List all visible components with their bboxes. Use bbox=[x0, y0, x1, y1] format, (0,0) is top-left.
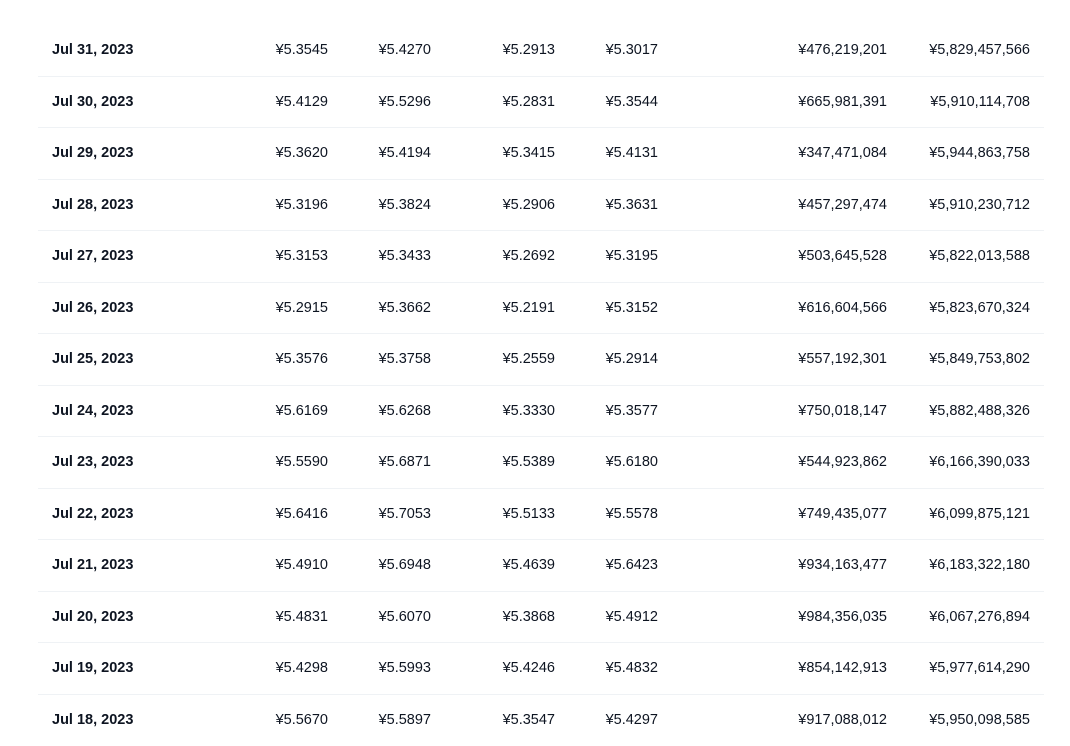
market-cap-cell: ¥5,829,457,566 bbox=[929, 25, 1030, 77]
close-cell: ¥5.6423 bbox=[606, 540, 658, 592]
table-row bbox=[38, 540, 1044, 592]
low-cell: ¥5.3868 bbox=[503, 592, 555, 644]
close-cell: ¥5.2914 bbox=[606, 334, 658, 386]
low-cell: ¥5.2831 bbox=[503, 77, 555, 129]
date-cell: Jul 29, 2023 bbox=[52, 128, 133, 180]
open-cell: ¥5.3196 bbox=[276, 180, 328, 232]
close-cell: ¥5.4832 bbox=[606, 643, 658, 695]
open-cell: ¥5.4298 bbox=[276, 643, 328, 695]
low-cell: ¥5.3547 bbox=[503, 695, 555, 746]
open-cell: ¥5.6169 bbox=[276, 386, 328, 438]
low-cell: ¥5.2692 bbox=[503, 231, 555, 283]
open-cell: ¥5.2915 bbox=[276, 283, 328, 335]
date-cell: Jul 25, 2023 bbox=[52, 334, 133, 386]
date-cell: Jul 24, 2023 bbox=[52, 386, 133, 438]
volume-cell: ¥347,471,084 bbox=[798, 128, 887, 180]
open-cell: ¥5.3576 bbox=[276, 334, 328, 386]
low-cell: ¥5.3330 bbox=[503, 386, 555, 438]
market-cap-cell: ¥5,944,863,758 bbox=[929, 128, 1030, 180]
date-cell: Jul 18, 2023 bbox=[52, 695, 133, 746]
low-cell: ¥5.2191 bbox=[503, 283, 555, 335]
open-cell: ¥5.5670 bbox=[276, 695, 328, 746]
close-cell: ¥5.3017 bbox=[606, 25, 658, 77]
close-cell: ¥5.3195 bbox=[606, 231, 658, 283]
date-cell: Jul 31, 2023 bbox=[52, 25, 133, 77]
low-cell: ¥5.5133 bbox=[503, 489, 555, 541]
low-cell: ¥5.3415 bbox=[503, 128, 555, 180]
volume-cell: ¥750,018,147 bbox=[798, 386, 887, 438]
market-cap-cell: ¥5,910,230,712 bbox=[929, 180, 1030, 232]
volume-cell: ¥934,163,477 bbox=[798, 540, 887, 592]
high-cell: ¥5.4270 bbox=[379, 25, 431, 77]
date-cell: Jul 19, 2023 bbox=[52, 643, 133, 695]
close-cell: ¥5.3544 bbox=[606, 77, 658, 129]
close-cell: ¥5.3631 bbox=[606, 180, 658, 232]
high-cell: ¥5.6948 bbox=[379, 540, 431, 592]
market-cap-cell: ¥5,910,114,708 bbox=[930, 77, 1030, 129]
high-cell: ¥5.7053 bbox=[379, 489, 431, 541]
close-cell: ¥5.5578 bbox=[606, 489, 658, 541]
low-cell: ¥5.5389 bbox=[503, 437, 555, 489]
volume-cell: ¥616,604,566 bbox=[798, 283, 887, 335]
volume-cell: ¥854,142,913 bbox=[798, 643, 887, 695]
market-cap-cell: ¥6,166,390,033 bbox=[929, 437, 1030, 489]
table-row bbox=[38, 180, 1044, 232]
open-cell: ¥5.3153 bbox=[276, 231, 328, 283]
low-cell: ¥5.2913 bbox=[503, 25, 555, 77]
high-cell: ¥5.5296 bbox=[379, 77, 431, 129]
high-cell: ¥5.6268 bbox=[379, 386, 431, 438]
low-cell: ¥5.4246 bbox=[503, 643, 555, 695]
date-cell: Jul 27, 2023 bbox=[52, 231, 133, 283]
date-cell: Jul 26, 2023 bbox=[52, 283, 133, 335]
close-cell: ¥5.4912 bbox=[606, 592, 658, 644]
market-cap-cell: ¥5,882,488,326 bbox=[929, 386, 1030, 438]
table-row bbox=[38, 437, 1044, 489]
table-row bbox=[38, 489, 1044, 541]
date-cell: Jul 20, 2023 bbox=[52, 592, 133, 644]
historical-data-table bbox=[38, 25, 1044, 746]
date-cell: Jul 30, 2023 bbox=[52, 77, 133, 129]
close-cell: ¥5.4131 bbox=[606, 128, 658, 180]
volume-cell: ¥749,435,077 bbox=[798, 489, 887, 541]
high-cell: ¥5.6070 bbox=[379, 592, 431, 644]
close-cell: ¥5.3577 bbox=[606, 386, 658, 438]
date-cell: Jul 28, 2023 bbox=[52, 180, 133, 232]
close-cell: ¥5.6180 bbox=[606, 437, 658, 489]
table-row bbox=[38, 25, 1044, 77]
open-cell: ¥5.3620 bbox=[276, 128, 328, 180]
volume-cell: ¥557,192,301 bbox=[798, 334, 887, 386]
volume-cell: ¥544,923,862 bbox=[798, 437, 887, 489]
high-cell: ¥5.5897 bbox=[379, 695, 431, 746]
table-row bbox=[38, 334, 1044, 386]
market-cap-cell: ¥5,977,614,290 bbox=[929, 643, 1030, 695]
market-cap-cell: ¥5,950,098,585 bbox=[929, 695, 1030, 746]
open-cell: ¥5.6416 bbox=[276, 489, 328, 541]
market-cap-cell: ¥6,067,276,894 bbox=[929, 592, 1030, 644]
table-row bbox=[38, 386, 1044, 438]
open-cell: ¥5.4831 bbox=[276, 592, 328, 644]
date-cell: Jul 22, 2023 bbox=[52, 489, 133, 541]
market-cap-cell: ¥5,822,013,588 bbox=[929, 231, 1030, 283]
close-cell: ¥5.3152 bbox=[606, 283, 658, 335]
open-cell: ¥5.5590 bbox=[276, 437, 328, 489]
high-cell: ¥5.3824 bbox=[379, 180, 431, 232]
high-cell: ¥5.3662 bbox=[379, 283, 431, 335]
open-cell: ¥5.4129 bbox=[276, 77, 328, 129]
close-cell: ¥5.4297 bbox=[606, 695, 658, 746]
table-row bbox=[38, 695, 1044, 746]
table-row bbox=[38, 643, 1044, 695]
high-cell: ¥5.5993 bbox=[379, 643, 431, 695]
low-cell: ¥5.2906 bbox=[503, 180, 555, 232]
volume-cell: ¥457,297,474 bbox=[798, 180, 887, 232]
high-cell: ¥5.3433 bbox=[379, 231, 431, 283]
low-cell: ¥5.4639 bbox=[503, 540, 555, 592]
date-cell: Jul 21, 2023 bbox=[52, 540, 133, 592]
market-cap-cell: ¥5,823,670,324 bbox=[929, 283, 1030, 335]
low-cell: ¥5.2559 bbox=[503, 334, 555, 386]
market-cap-cell: ¥6,099,875,121 bbox=[929, 489, 1030, 541]
market-cap-cell: ¥6,183,322,180 bbox=[929, 540, 1030, 592]
table-row bbox=[38, 77, 1044, 129]
volume-cell: ¥984,356,035 bbox=[798, 592, 887, 644]
market-cap-cell: ¥5,849,753,802 bbox=[929, 334, 1030, 386]
table-row bbox=[38, 283, 1044, 335]
high-cell: ¥5.6871 bbox=[379, 437, 431, 489]
open-cell: ¥5.4910 bbox=[276, 540, 328, 592]
high-cell: ¥5.4194 bbox=[379, 128, 431, 180]
volume-cell: ¥665,981,391 bbox=[798, 77, 887, 129]
table-row bbox=[38, 231, 1044, 283]
table-row bbox=[38, 128, 1044, 180]
date-cell: Jul 23, 2023 bbox=[52, 437, 133, 489]
table-row bbox=[38, 592, 1044, 644]
open-cell: ¥5.3545 bbox=[276, 25, 328, 77]
high-cell: ¥5.3758 bbox=[379, 334, 431, 386]
volume-cell: ¥503,645,528 bbox=[798, 231, 887, 283]
volume-cell: ¥917,088,012 bbox=[798, 695, 887, 746]
volume-cell: ¥476,219,201 bbox=[798, 25, 887, 77]
